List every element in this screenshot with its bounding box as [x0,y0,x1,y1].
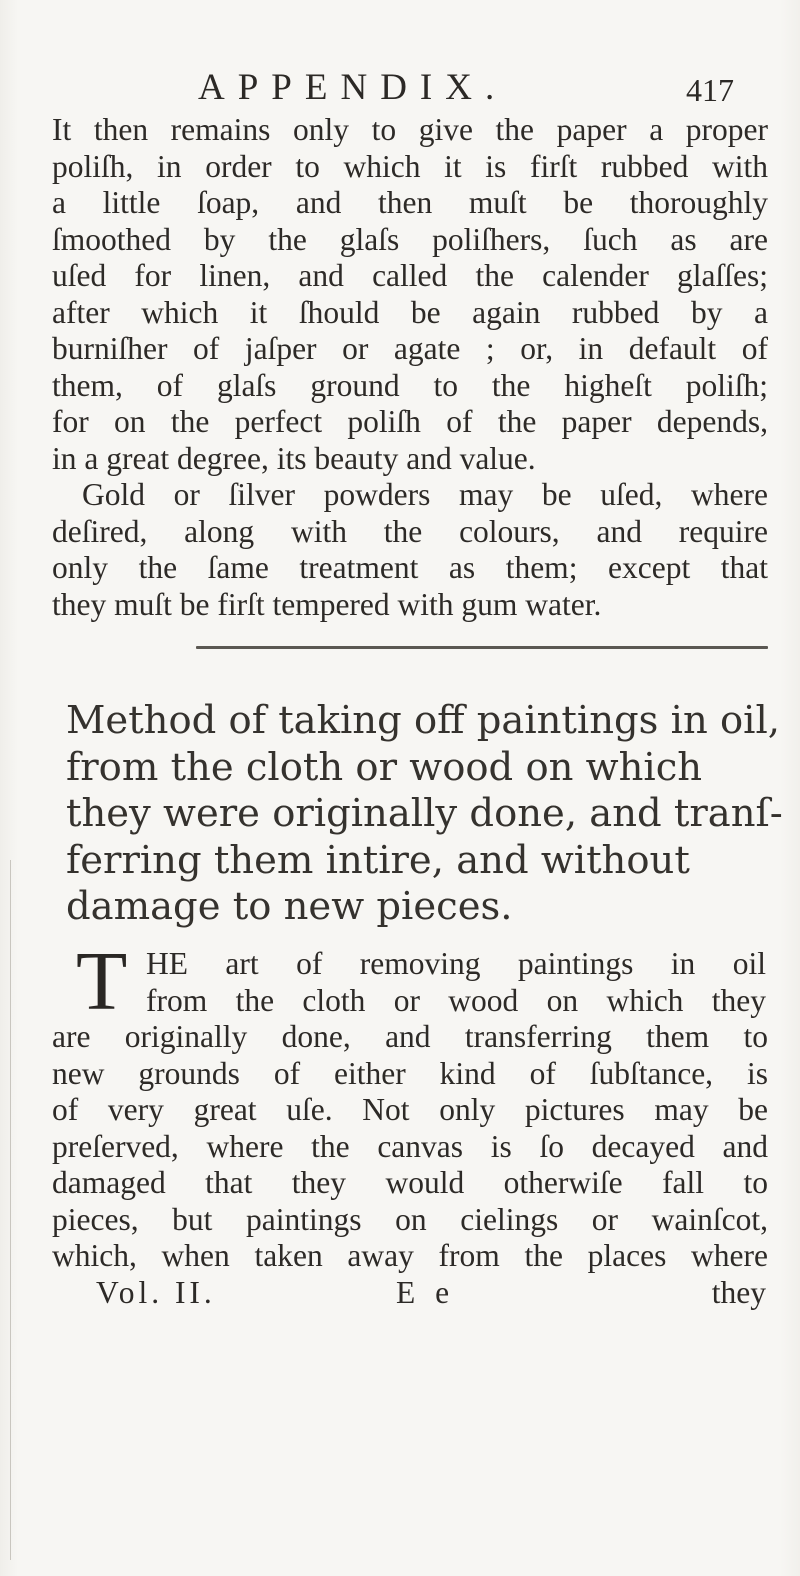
text-line: after which it ſhould be again rubbed by a [52,294,768,330]
running-head-title: APPENDIX. [198,67,508,108]
page-edge-line [10,860,11,1560]
text-line: they muſt be firſt tempered with gum water. [52,586,602,622]
signature-line [52,1275,768,1312]
text-line: poliſh, in order to which it is firſt rubbed with [52,148,768,184]
text-line: HE art of removing paintings in oil [146,946,766,981]
signature-mark: E e [396,1274,456,1310]
text-line: deſired, along with the colours, and require [52,513,768,549]
text-line: new grounds of either kind of ſubſtance, is [52,1055,768,1091]
running-head [198,62,738,112]
heading-line: Method of taking off paintings in oil, [66,698,781,743]
text-line: of very great uſe. Not only pictures may be [52,1092,768,1127]
text-line: are originally done, and transferring them to [52,1019,768,1054]
section-body [52,935,768,1311]
text-line: Gold or ſilver powders may be uſed, where [82,477,768,512]
volume-label: Vol. II. [96,1274,216,1310]
text-line: preſerved, where the canvas is ſo decayed and [52,1128,768,1164]
text-line: only the ſame treatment as them; except that [52,550,768,585]
text-line: them, of glaſs ground to the higheſt poliſh; [52,367,768,403]
text-line: which, when taken away from the places where [52,1238,768,1273]
text-line: from the cloth or wood on which they [146,982,766,1018]
text-line: for on the perfect poliſh of the paper depends, [52,404,768,439]
drop-cap-lines [146,946,766,1019]
text-line: pieces, but paintings on cielings or wainſcot, [52,1201,768,1237]
text-line: burniſher of jaſper or agate ; or, in default of [52,331,768,366]
heading-line: ferring them intire, and without [66,837,690,883]
drop-cap-block [52,935,768,1028]
text-line: ſmoothed by the glaſs poliſhers, ſuch as are [52,221,768,257]
catchword: they [711,1274,766,1310]
page-number: 417 [686,72,734,108]
top-paragraph [52,112,768,623]
section-heading [66,698,783,931]
heading-line: they were originally done, and tranſ- [66,791,783,836]
heading-line: from the cloth or wood on which [66,744,703,790]
text-line: in a great degree, its beauty and value. [52,440,536,476]
drop-cap: T [76,935,128,1028]
text-line: a little ſoap, and then muſt be thoroughly [52,185,768,220]
text-line: It then remains only to give the paper a proper [52,112,768,147]
text-line: damaged that they would otherwiſe fall to [52,1165,768,1200]
text-line: uſed for linen, and called the calender glaſſes; [52,258,768,293]
section-divider [196,646,768,649]
heading-line: damage to new pieces. [66,884,513,929]
